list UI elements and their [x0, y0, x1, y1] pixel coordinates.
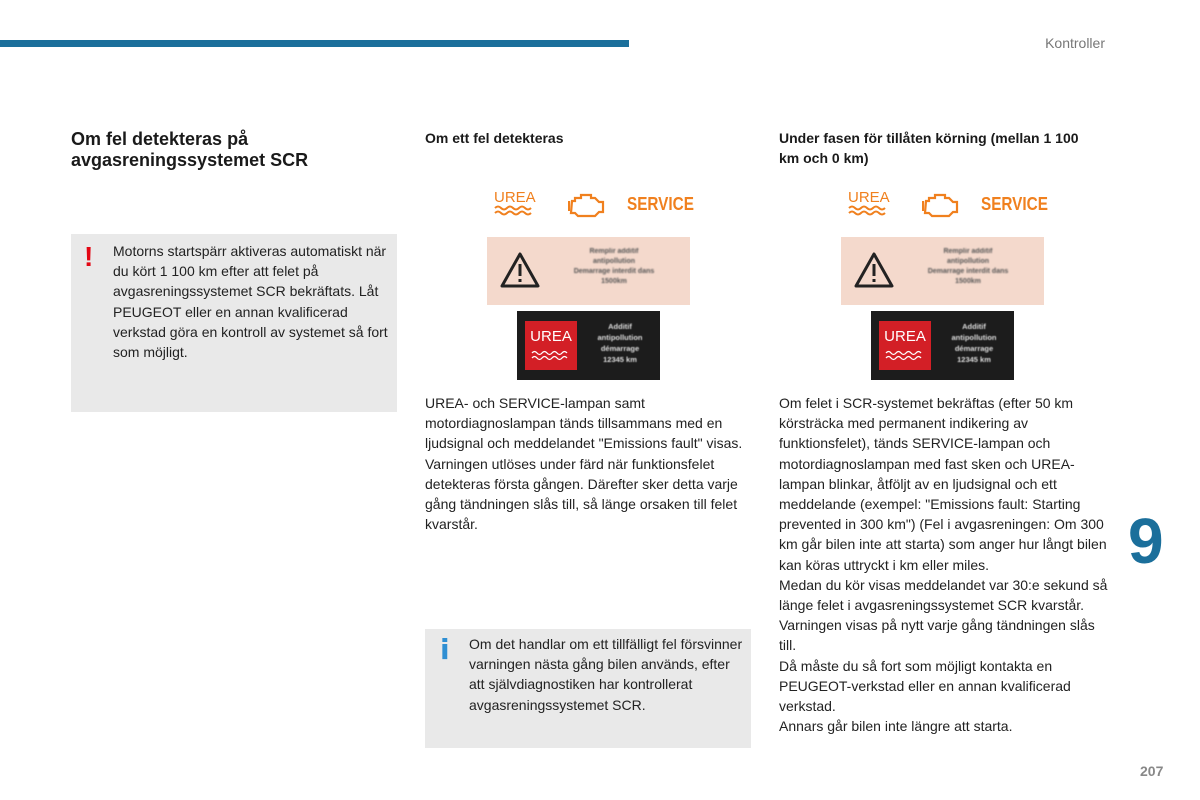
engine-diagnostic-icon: [568, 192, 608, 218]
warning-triangle-icon: [499, 251, 541, 289]
warning-text: Motorns startspärr aktiveras automatiskt när du kört 1 100 km efter att felet på avgasreningssystemet SCR bekräftats. Låt PEUGEOT eller en annan kvalificerad verkstad göra en kontroll av systemet så fort som möjligt.: [113, 243, 388, 361]
info-text: Om det handlar om ett tillfälligt fel försvinner varningen nästa gång bilen används, efter att självdiagnostiken har kontrollerat avgasreningssystemet SCR.: [469, 636, 743, 713]
svg-text:UREA: UREA: [494, 189, 536, 206]
column2-body: [425, 393, 750, 534]
engine-diagnostic-icon: [922, 192, 962, 218]
urea-lamp-icon: [494, 188, 538, 218]
service-lamp-label: SERVICE: [627, 194, 694, 214]
page-number: 207: [1140, 763, 1164, 779]
paragraph: Annars går bilen inte längre att starta.: [779, 718, 1013, 735]
column3-display-message-beige: [841, 237, 1044, 305]
paragraph: Om felet i SCR-systemet bekräftas (efter 50 km körsträcka med permanent indikering av funktionsfelet), tänds SERVICE-lampan och motordiagnoslampan med fast sken och UREA-lampan blinkar, åtföljt av en ljudsignal och ett meddelande (exempel: "Emissions fault: Starting prevented in 300 km") (Fel i avgasreningen: Om 300 km går bilen inte att starta) som anger hur långt bilen kan köras uttryckt i km eller miles.: [779, 395, 1107, 573]
svg-text:UREA: UREA: [848, 189, 890, 206]
header-accent-bar: [0, 40, 629, 47]
info-icon: i: [440, 633, 450, 666]
column2-warning-lamps: [494, 190, 694, 220]
display-message-text: Remplir additif antipollution Demarrage interdit dans 1500km: [573, 248, 655, 285]
section-label: Kontroller: [1045, 35, 1105, 51]
column2-display-message-dark: [517, 311, 660, 380]
display-message-text: Remplir additif antipollution Demarrage interdit dans 1500km: [927, 248, 1009, 285]
chapter-number: 9: [1128, 505, 1164, 577]
column3-heading: Under fasen för tillåten körning (mellan 1 100 km och 0 km): [779, 130, 1079, 167]
page-title: Om fel detekteras på avgasreningssystemet SCR: [71, 129, 309, 170]
column3-display-message-dark: [871, 311, 1014, 380]
paragraph: Då måste du så fort som möjligt kontakta en PEUGEOT-verkstad eller en annan kvalificerad verkstad.: [779, 657, 1071, 715]
column3-warning-lamps: [848, 190, 1048, 220]
display-message-text: Additif antipollution démarrage 12345 km: [597, 322, 643, 364]
urea-red-icon: UREA: [525, 321, 577, 370]
paragraph: Varningen utlöses under färd när funktionsfelet detekteras första gången. Därefter sker detta varje gång tändningen slås till, så länge orsaken till felet kvarstår.: [425, 455, 738, 533]
paragraph: Varningen visas på nytt varje gång tändningen slås till.: [779, 617, 1095, 654]
warning-triangle-icon: [853, 251, 895, 289]
exclamation-icon: !: [84, 241, 94, 272]
service-lamp-label: SERVICE: [981, 194, 1048, 214]
column2-display-message-beige: [487, 237, 690, 305]
paragraph: UREA- och SERVICE-lampan samt motordiagnoslampan tänds tillsammans med en ljudsignal och meddelandet "Emissions fault" visas.: [425, 395, 743, 452]
urea-red-icon: UREA: [879, 321, 931, 370]
paragraph: Medan du kör visas meddelandet var 30:e sekund så länge felet i avgasreningssystemet SCR kvarstår.: [779, 576, 1108, 614]
column2-heading: Om ett fel detekteras: [425, 130, 564, 146]
column3-body: [779, 393, 1109, 736]
urea-lamp-icon: [848, 188, 892, 218]
display-message-text: Additif antipollution démarrage 12345 km: [951, 322, 997, 364]
